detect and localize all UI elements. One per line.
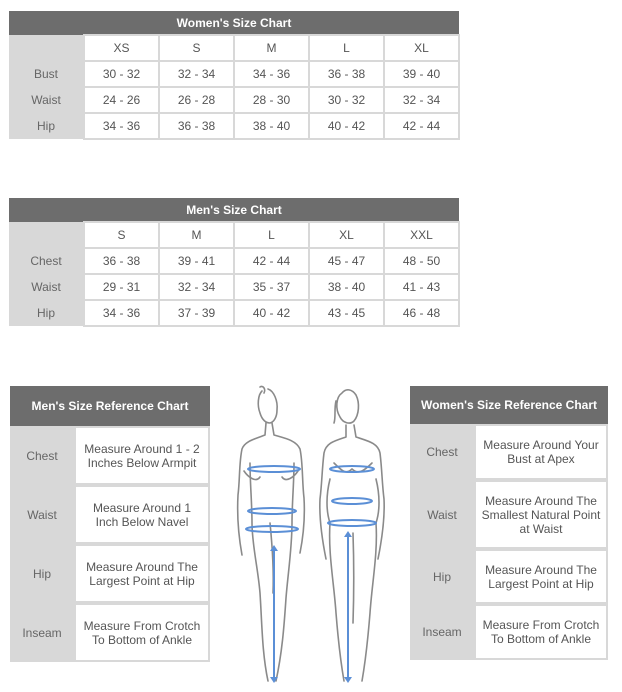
- male-chest-tape: [248, 466, 300, 472]
- mens-size-chart-title: Men's Size Chart: [9, 198, 459, 222]
- female-waist-tape: [332, 498, 372, 504]
- size-header: XL: [384, 35, 459, 61]
- mens-size-chart: [9, 198, 460, 327]
- reference-row: [10, 603, 210, 662]
- table-row: [9, 248, 459, 274]
- reference-row: [10, 426, 210, 485]
- male-figure-illustration: [238, 386, 305, 681]
- table-cell: 40 - 42: [234, 300, 309, 326]
- mens-reference-title: Men's Size Reference Chart: [10, 386, 210, 426]
- reference-label: Hip: [32, 566, 51, 581]
- table-cell: 39 - 40: [384, 61, 459, 87]
- reference-text: Measure Around The Smallest Natural Point at Waist: [474, 480, 608, 549]
- male-hip-tape: [246, 526, 298, 532]
- table-cell: 35 - 37: [234, 274, 309, 300]
- table-row: [9, 300, 459, 326]
- corner-cell: [9, 35, 84, 61]
- reference-text: Measure Around 1 Inch Below Navel: [74, 485, 210, 544]
- row-label: Hip: [9, 113, 84, 139]
- table-row: [9, 87, 459, 113]
- arrow-up-icon: [344, 531, 352, 537]
- table-cell: 42 - 44: [234, 248, 309, 274]
- size-header: S: [159, 35, 234, 61]
- womens-size-reference-chart: [410, 386, 608, 660]
- table-cell: 32 - 34: [384, 87, 459, 113]
- table-cell: 43 - 45: [309, 300, 384, 326]
- table-cell: 46 - 48: [384, 300, 459, 326]
- reference-label: Inseam: [422, 625, 462, 639]
- table-cell: 37 - 39: [159, 300, 234, 326]
- table-row: [9, 61, 459, 87]
- table-cell: 38 - 40: [309, 274, 384, 300]
- row-label: Chest: [9, 248, 84, 274]
- female-figure-illustration: [320, 390, 384, 681]
- table-cell: 42 - 44: [384, 113, 459, 139]
- table-cell: 26 - 28: [159, 87, 234, 113]
- row-label: Bust: [9, 61, 84, 87]
- table-cell: 45 - 47: [309, 248, 384, 274]
- arrow-down-icon: [344, 677, 352, 683]
- measuring-tape-marks: [246, 466, 376, 679]
- womens-reference-title: Women's Size Reference Chart: [410, 386, 608, 424]
- table-cell: 48 - 50: [384, 248, 459, 274]
- reference-text: Measure Around Your Bust at Apex: [474, 424, 608, 480]
- table-cell: 36 - 38: [84, 248, 159, 274]
- table-cell: 28 - 30: [234, 87, 309, 113]
- table-cell: 34 - 36: [84, 300, 159, 326]
- reference-text: Measure From Crotch To Bottom of Ankle: [474, 604, 608, 660]
- size-header: XL: [309, 222, 384, 248]
- table-cell: 40 - 42: [309, 113, 384, 139]
- reference-row: [410, 424, 608, 480]
- reference-row: [410, 480, 608, 549]
- womens-size-chart: [9, 11, 460, 140]
- table-cell: 36 - 38: [159, 113, 234, 139]
- male-waist-tape: [248, 508, 296, 514]
- size-header: S: [84, 222, 159, 248]
- reference-label: Inseam: [22, 625, 62, 640]
- table-cell: 32 - 34: [159, 61, 234, 87]
- body-measurement-figures: [230, 383, 400, 688]
- reference-row: [10, 485, 210, 544]
- reference-label: Chest: [26, 448, 58, 463]
- reference-text: Measure Around The Largest Point at Hip: [474, 549, 608, 604]
- table-cell: 30 - 32: [309, 87, 384, 113]
- table-cell: 39 - 41: [159, 248, 234, 274]
- reference-row: [410, 549, 608, 604]
- table-cell: 32 - 34: [159, 274, 234, 300]
- table-row: [9, 113, 459, 139]
- size-header: XS: [84, 35, 159, 61]
- female-hip-tape: [328, 520, 376, 526]
- row-label: Hip: [9, 300, 84, 326]
- size-header: XXL: [384, 222, 459, 248]
- size-header: L: [309, 35, 384, 61]
- row-label: Waist: [9, 87, 84, 113]
- table-cell: 38 - 40: [234, 113, 309, 139]
- table-cell: 34 - 36: [84, 113, 159, 139]
- table-cell: 41 - 43: [384, 274, 459, 300]
- reference-row: [10, 544, 210, 603]
- reference-text: Measure From Crotch To Bottom of Ankle: [74, 603, 210, 662]
- reference-row: [410, 604, 608, 660]
- size-header: M: [159, 222, 234, 248]
- reference-label: Waist: [427, 507, 457, 522]
- table-row: [9, 274, 459, 300]
- womens-size-chart-title: Women's Size Chart: [9, 11, 459, 35]
- reference-label: Waist: [27, 507, 57, 522]
- table-cell: 24 - 26: [84, 87, 159, 113]
- size-header: L: [234, 222, 309, 248]
- corner-cell: [9, 222, 84, 248]
- size-header: M: [234, 35, 309, 61]
- reference-text: Measure Around 1 - 2 Inches Below Armpit: [74, 426, 210, 485]
- reference-label: Chest: [426, 445, 458, 459]
- mens-size-reference-chart: [10, 386, 210, 662]
- table-cell: 30 - 32: [84, 61, 159, 87]
- reference-text: Measure Around The Largest Point at Hip: [74, 544, 210, 603]
- table-cell: 34 - 36: [234, 61, 309, 87]
- tape-arrowheads: [270, 531, 352, 683]
- row-label: Waist: [9, 274, 84, 300]
- table-cell: 36 - 38: [309, 61, 384, 87]
- table-cell: 29 - 31: [84, 274, 159, 300]
- reference-label: Hip: [432, 569, 451, 584]
